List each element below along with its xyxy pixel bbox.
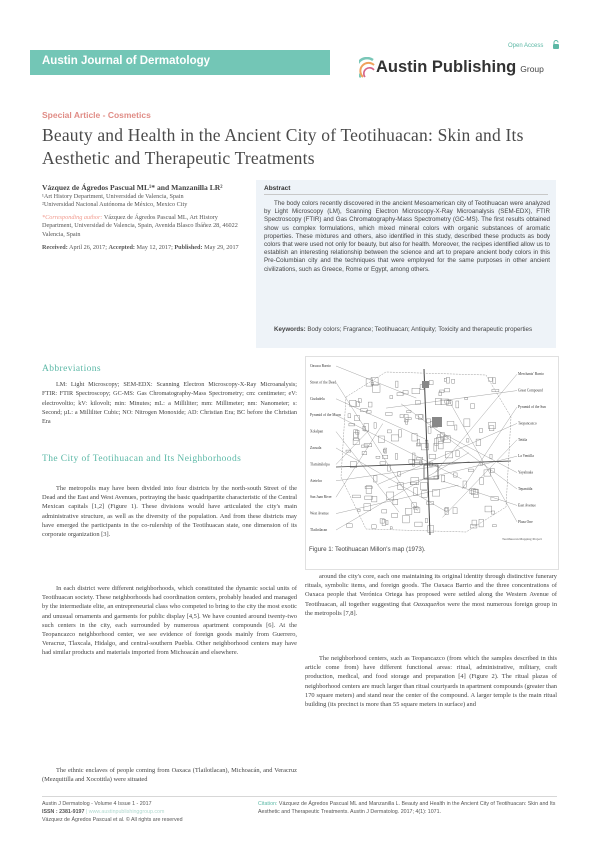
citation-text: Vázquez de Ágredos Pascual ML and Manzanilla L. Beauty and Health in the Ancient City of Teotihuacan: Skin and Its Aesthetic and Therapeutic Treatments. Austin J Dermatolog. 2017; 4(1): 1071. — [258, 801, 556, 816]
map-leader-line — [388, 456, 517, 487]
map-compound — [353, 495, 361, 498]
map-compound — [493, 378, 496, 384]
map-label: Ciudadela — [310, 396, 325, 401]
map-compound — [406, 418, 412, 420]
map-label: Zacuala — [310, 446, 322, 450]
map-compound — [432, 490, 439, 496]
citation-label: Citation: — [258, 801, 278, 807]
map-compound — [382, 510, 387, 513]
map-leader-line — [401, 404, 517, 489]
map-compound — [442, 475, 445, 482]
map-label: Plaza One — [518, 519, 533, 524]
map-label: La Ventilla — [518, 454, 534, 459]
map-compound — [372, 385, 380, 393]
accepted-date: May 12, 2017; — [136, 243, 173, 251]
map-compound — [453, 508, 457, 514]
map-compound — [465, 398, 468, 400]
article-type: Special Article - Cosmetics — [42, 110, 151, 120]
map-credit: Teotihuacan Mapping Project — [502, 537, 543, 541]
map-compound — [429, 381, 433, 385]
map-compound — [383, 449, 385, 452]
section-heading-city: The City of Teotihuacan and Its Neighborhoods — [42, 454, 242, 464]
abstract-text: The body colors recently discovered in the ancient Mesoamerican city of Teotihuacan were analyzed by Light Microscopy (LM), Scanning Electron Microscopy-X-Ray Microanalysis (SEM-EDX), FTIR Spectroscopy (FTIR) and Gas Chromatography-Mass Spectrometry (GC-MS). The first results obtained show us complex formulations, which mixed mineral colors with organic substances of aromatic properties. These mixtures and others, also identified in this study, described these products as body colors that were used not only for beauty, but also for health. Moreover, the recipes identified allow us to establish an interesting relationship between the science and art to prepare ancient body colors in this Pre-Columbian city and the techniques that were employed for the same purposes in other ancient civilizations, such as Greece, Rome or Egypt, among others. — [264, 200, 550, 273]
map-compound — [463, 481, 466, 487]
map-compound — [398, 483, 403, 490]
map-leader-line — [436, 374, 518, 472]
map-compound — [358, 399, 361, 403]
dates — [42, 244, 248, 253]
para4-text-b: were the most numerous foreign group in the metropolis [7,8]. — [305, 600, 558, 617]
map-compound — [471, 404, 475, 409]
map-compound — [415, 522, 422, 527]
map-compound — [421, 444, 428, 450]
teotihuacan-map — [306, 357, 558, 543]
figure-1 — [305, 356, 559, 570]
map-compound — [439, 392, 442, 396]
map-compound — [447, 421, 454, 425]
map-compound — [414, 488, 418, 496]
map-compound — [452, 379, 455, 383]
affiliation-2: ²Universidad Nacional Autónoma de México, Mexico City — [42, 201, 188, 209]
map-compound — [386, 413, 393, 416]
map-leader-line — [336, 485, 459, 513]
map-compound — [429, 454, 436, 458]
map-label: East Avenue — [518, 503, 536, 508]
map-compound — [362, 452, 367, 455]
map-compound — [364, 504, 371, 511]
map-compound — [422, 491, 428, 498]
corresponding-author-label: *Corresponding author: — [42, 213, 103, 221]
body-paragraph-4 — [305, 572, 557, 618]
accepted-label: Accepted: — [108, 243, 135, 251]
footer-left — [42, 800, 242, 825]
received-label: Received: — [42, 243, 68, 251]
map-compound — [374, 476, 377, 482]
map-compound — [365, 496, 372, 500]
map-label: Xolalpan — [310, 429, 324, 434]
map-compound — [490, 454, 492, 458]
publisher-logo — [376, 58, 544, 77]
map-compound — [353, 439, 359, 445]
map-compound — [387, 492, 394, 500]
map-leader-line — [336, 453, 469, 530]
author-info — [42, 183, 248, 252]
map-compound — [456, 451, 459, 457]
map-compound — [485, 506, 492, 512]
pyramid-of-the-sun-shape — [432, 417, 442, 427]
map-compound — [428, 427, 431, 434]
map-compound — [428, 526, 434, 533]
map-compound — [480, 478, 484, 484]
map-compound — [349, 424, 355, 426]
street-of-the-dead-line — [424, 369, 430, 535]
publisher-name: Austin Publishing — [376, 58, 517, 76]
map-compound — [435, 399, 441, 405]
map-compound — [440, 390, 444, 393]
article-title: Beauty and Health in the Ancient City of Teotihuacan: Skin and Its Aesthetic and Therapeutic Treatments — [42, 125, 524, 168]
body-paragraph-3: The ethnic enclaves of people coming from Oaxaca (Tlailotlacan), Michoacán, and Veracruz (Mezquitilla and Xocotitla) were situated — [42, 767, 297, 784]
map-label: Pyramid of the Sun — [518, 405, 546, 409]
para4-emphasis: Oaxaqueños — [413, 600, 446, 608]
footer-citation — [258, 800, 558, 816]
map-compound — [409, 460, 415, 464]
abbreviations-heading: Abbreviations — [42, 364, 102, 374]
abstract-heading: Abstract — [264, 185, 291, 192]
map-compound — [372, 525, 377, 528]
map-compound — [446, 377, 449, 383]
abbreviations-text: LM: Light Microscopy; SEM-EDX: Scanning Electron Microscopy-X-Ray Microanalysis; FTIR: FTIR Spectroscopy; GC-MS: Gas Chromatography-Mass Spectrometry; cm: centimeter; eV: electrovoltio; kV: kilovolt; min: Minutes; mL: a Milliliter; mm: Millimeter; nm: Nanometer; s: Second; µL: a Milliliter Cubic; NO: Nitrogen Monoxide; AD: Christian Era; BC before the Christian Era — [42, 381, 297, 426]
open-lock-icon — [552, 40, 560, 50]
abstract-divider — [264, 194, 548, 195]
map-label: Street of the Dead — [310, 380, 337, 385]
map-compound — [412, 388, 420, 393]
body-paragraph-1: The metropolis may have been divided into four districts by the north-south Street of the Dead and the East and West Avenues, portraying the basic quadripartite characteristic of the Central Mexican capitals [1,2] (Figure 1). These divisions would have articulated the city's main administrative structure, as well as the diversity of the population. And from these districts may have emerged the participants in the co-rulership of the Teotihuacan state, one dimension of its corporate organization [3]. — [42, 485, 297, 539]
map-compound — [396, 381, 398, 387]
map-compound — [392, 513, 398, 517]
pyramid-of-the-moon-shape — [422, 381, 429, 388]
map-compound — [403, 391, 408, 394]
map-compound — [399, 430, 402, 438]
map-compound — [397, 393, 403, 396]
map-compound — [387, 430, 391, 433]
received-date: April 26, 2017; — [69, 243, 107, 251]
open-access-label: Open Access — [508, 43, 544, 49]
map-compound — [427, 419, 431, 422]
map-label: Tepantitla — [518, 487, 533, 491]
map-compound — [425, 519, 428, 523]
map-label: Tlamimilolpa — [310, 462, 330, 467]
footer-volume: Austin J Dermatolog - Volume 4 Issue 1 - 2017 — [42, 801, 152, 807]
map-compound — [438, 435, 441, 438]
map-compound — [348, 414, 351, 418]
published-label: Published: — [174, 243, 203, 251]
footer-copyright: Vázquez de Ágredos Pascual et al. © All rights are reserved — [42, 817, 183, 824]
footer-issn: ISSN : 2381-9197 — [42, 809, 85, 816]
map-compound — [472, 520, 476, 525]
footer-divider — [42, 796, 557, 797]
body-paragraph-5: The neighborhood centers, such as Teopancazco (from which the samples described in this article come from) have different functional areas: ritual, administrative, military, craft production, medical, and food storage and preparation [4] (Figure 2). The ritual plazas of neighborhood centers are much larger than ritual courtyards in apartment compounds (greater than 170 square meters) and stand near the center of the compound. A larger temple is the main ritual building (its precinct is more than 55 square meters in surface) and — [305, 655, 557, 709]
map-label: Tetitla — [518, 437, 528, 442]
map-label: Atetelco — [310, 478, 323, 483]
body-paragraph-2: In each district were different neighborhoods, which constituted the dynamic social units of Teotihuacan society. These neighborhoods had coordination centers, probably headed and managed by the intermediate elite, an entrepreneurial class who competed to bring to the city the most exotic and unusual ornaments and garments for public display [4,5]. We have counted around twenty-two such centers in the city, each surrounded by numerous apartment compounds [6]. At the Teopancazco neighborhood center, we see evidence of foreign goods mainly from Guerrero, Veracruz, Tlaxcala, Hidalgo, and central-southern Puebla. Other neighborhood centers may have had similar products and materials imported from Michoacán and elsewhere. — [42, 585, 297, 657]
map-compound — [493, 525, 497, 527]
map-compound — [347, 524, 353, 528]
publisher-group: Group — [520, 64, 544, 74]
map-compound — [366, 486, 372, 494]
para4-text-a: around the city's core, each one maintaining its original identity through distinctive funerary rituals, symbolic items, and foreign goods. The Oaxaca Barrio and the three concentrations of Oaxaca people that Verónica Ortega has proposed were settled along the Western Avenue of Teotihuacan, all together suggesting that — [305, 573, 557, 608]
map-compound — [455, 425, 457, 430]
map-compound — [374, 423, 376, 429]
map-compound — [357, 401, 360, 407]
map-compound — [382, 519, 385, 525]
map-compound — [421, 482, 428, 490]
map-compound — [380, 462, 386, 465]
map-compound — [489, 426, 494, 431]
affiliation-1: ¹Art History Department, Universidad de Valencia, Spain — [42, 192, 184, 200]
figure-caption: Figure 1: Teotihuacan Millon's map (1973). — [309, 546, 426, 553]
map-label: Teopancazco — [518, 421, 537, 426]
journal-name: Austin Journal of Dermatology — [42, 55, 211, 67]
map-compound — [476, 439, 480, 446]
map-compound — [479, 429, 483, 433]
map-leader-line — [336, 366, 416, 398]
map-compound — [418, 439, 420, 446]
map-compound — [362, 445, 369, 447]
map-label: Tlailotlacan — [310, 528, 328, 532]
map-leader-line — [336, 424, 383, 498]
map-compound — [412, 434, 417, 441]
map-label: Pyramid of the Moon — [310, 413, 341, 418]
map-compound — [346, 450, 351, 452]
map-label: San Juan River — [310, 495, 332, 500]
map-compound — [466, 439, 469, 442]
map-label: Oaxaca Barrio — [310, 364, 331, 368]
map-label: Merchants' Barrio — [518, 372, 544, 377]
map-compound — [406, 508, 412, 514]
map-compound — [400, 415, 404, 418]
map-compound — [390, 527, 392, 529]
map-compound — [468, 469, 473, 471]
map-compound — [427, 502, 434, 505]
footer-website-link[interactable]: | www.austinpublishinggroup.com — [85, 809, 165, 816]
author-names: Vázquez de Ágredos Pascual ML¹* and Manzanilla LR² — [42, 183, 223, 192]
map-leader-line — [336, 415, 462, 479]
map-compound — [479, 519, 483, 527]
publisher-logo-icon — [359, 57, 377, 79]
corresponding-author-text: Vázquez de Ágredos Pascual ML, Art History Department, Universidad de Valencia, Spain, Avenida Blasco Ibáñez 28, 46022 Valencia, Spain — [42, 213, 238, 238]
corresponding-author — [42, 214, 248, 240]
map-compound — [456, 401, 459, 408]
map-compound — [438, 442, 443, 449]
map-label: Great Compound — [518, 388, 543, 393]
keywords-label: Keywords: — [274, 326, 306, 333]
map-compound — [384, 448, 387, 453]
map-compound — [395, 454, 398, 460]
map-leader-line — [336, 399, 427, 440]
map-compound — [473, 490, 478, 498]
map-compound — [386, 521, 388, 525]
map-compound — [390, 396, 393, 399]
map-compound — [368, 402, 372, 407]
map-compound — [403, 515, 410, 523]
map-compound — [376, 456, 380, 458]
map-label: Yayahuala — [518, 470, 534, 475]
published-date: May 29, 2017 — [204, 243, 239, 251]
map-compound — [491, 511, 494, 514]
map-compound — [358, 509, 361, 511]
keywords — [264, 326, 550, 334]
map-compound — [444, 378, 446, 381]
map-label: West Avenue — [310, 511, 329, 516]
keywords-text: Body colors; Fragrance; Teotihuacan; Antiquity; Toxicity and therapeutic properties — [307, 326, 533, 333]
map-compound — [391, 435, 398, 441]
map-compound — [464, 419, 470, 427]
map-compound — [445, 389, 450, 392]
